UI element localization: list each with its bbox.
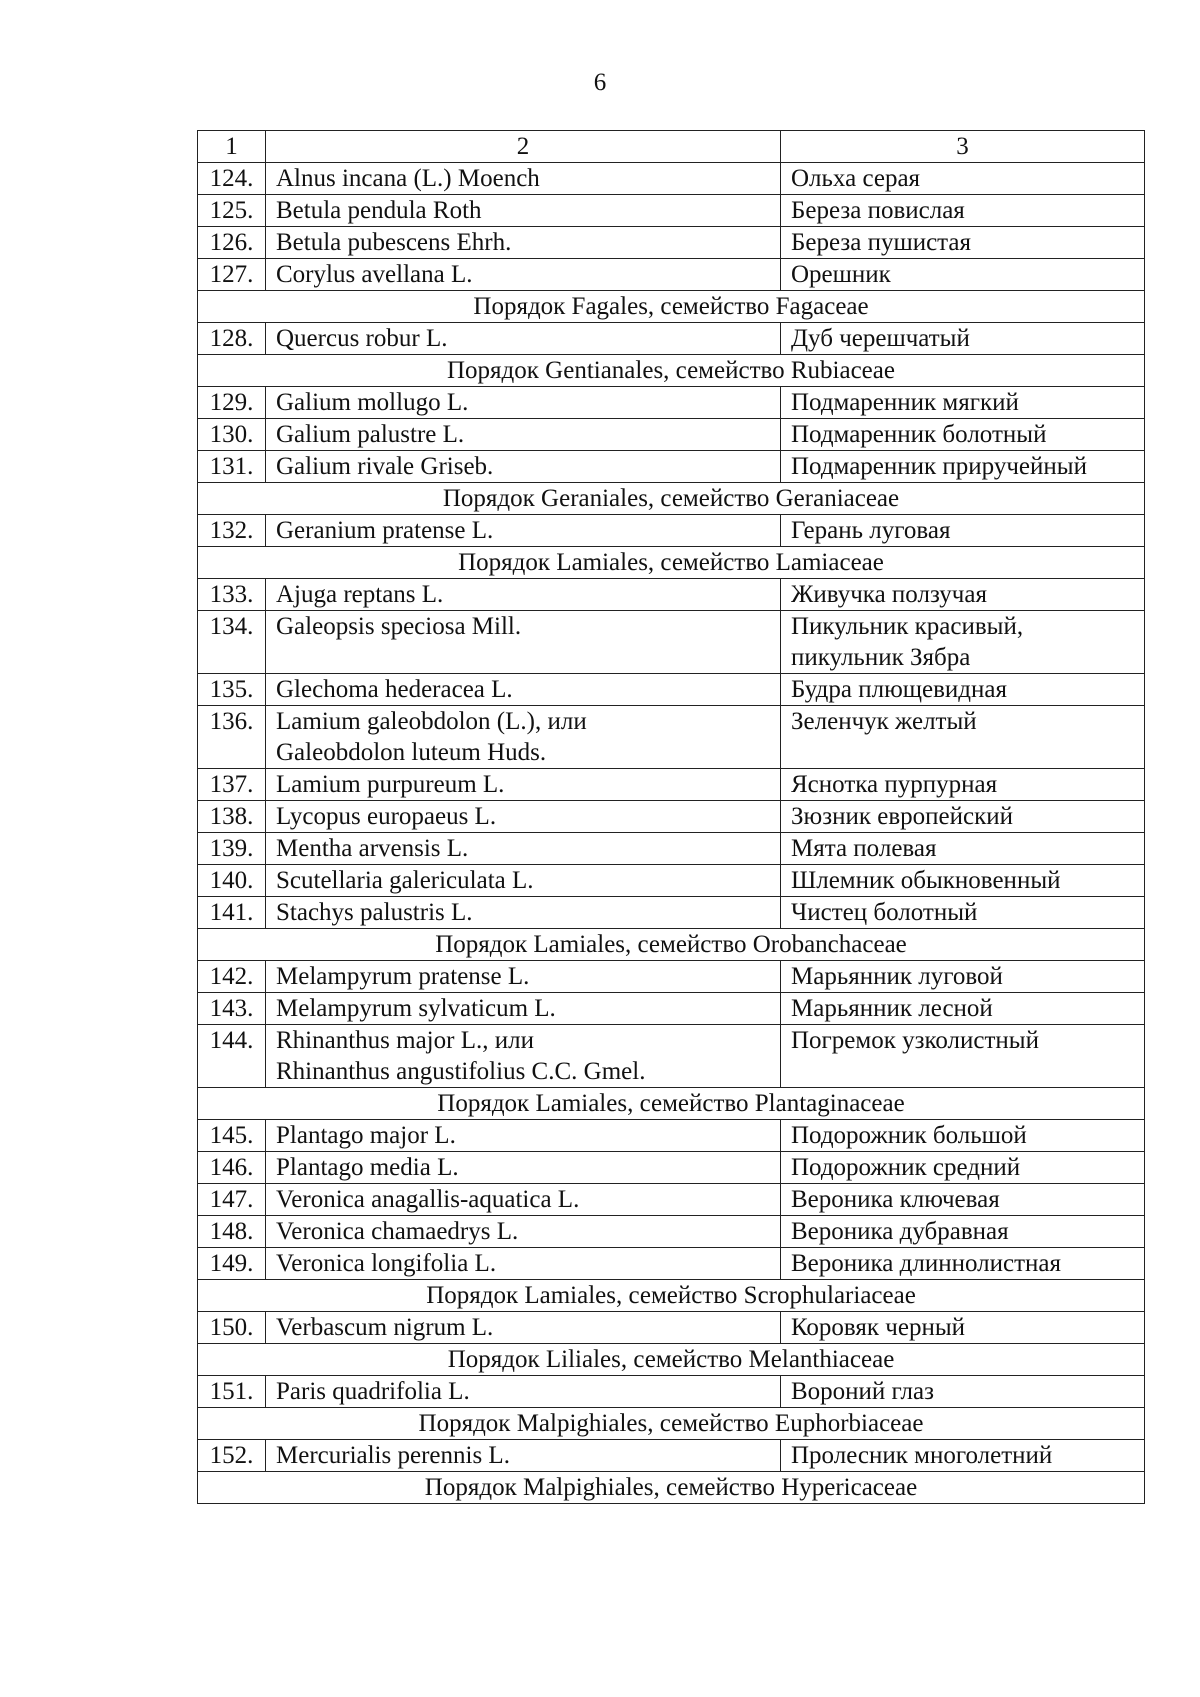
order-family-heading: Порядок Lamiales, семейство Scrophulariaceae <box>198 1280 1145 1312</box>
russian-name: Пикульник красивый, пикульник Зябра <box>781 611 1145 674</box>
russian-name: Вероника длиннолистная <box>781 1248 1145 1280</box>
russian-name: Погремок узколистный <box>781 1025 1145 1088</box>
latin-name: Geranium pratense L. <box>266 515 781 547</box>
row-number: 129. <box>198 387 266 419</box>
latin-name: Ajuga reptans L. <box>266 579 781 611</box>
row-number: 140. <box>198 865 266 897</box>
table-row <box>198 195 1145 227</box>
table-row <box>198 387 1145 419</box>
row-number: 125. <box>198 195 266 227</box>
header-cell-russian: 3 <box>781 131 1145 163</box>
latin-name: Galium rivale Griseb. <box>266 451 781 483</box>
row-number: 128. <box>198 323 266 355</box>
latin-name: Plantago media L. <box>266 1152 781 1184</box>
russian-name: Ольха серая <box>781 163 1145 195</box>
table-row <box>198 674 1145 706</box>
latin-name: Quercus robur L. <box>266 323 781 355</box>
latin-name: Mentha arvensis L. <box>266 833 781 865</box>
row-number: 134. <box>198 611 266 674</box>
row-number: 146. <box>198 1152 266 1184</box>
row-number: 150. <box>198 1312 266 1344</box>
order-family-row <box>198 547 1145 579</box>
table-row <box>198 451 1145 483</box>
order-family-heading: Порядок Lamiales, семейство Lamiaceae <box>198 547 1145 579</box>
table-row <box>198 833 1145 865</box>
row-number: 127. <box>198 259 266 291</box>
russian-name: Марьянник лесной <box>781 993 1145 1025</box>
latin-name: Melampyrum pratense L. <box>266 961 781 993</box>
row-number: 145. <box>198 1120 266 1152</box>
russian-name: Шлемник обыкновенный <box>781 865 1145 897</box>
latin-name: Galium mollugo L. <box>266 387 781 419</box>
table-row <box>198 706 1145 769</box>
latin-name: Veronica chamaedrys L. <box>266 1216 781 1248</box>
row-number: 148. <box>198 1216 266 1248</box>
table-row <box>198 1440 1145 1472</box>
row-number: 126. <box>198 227 266 259</box>
russian-name: Вороний глаз <box>781 1376 1145 1408</box>
russian-name: Вероника ключевая <box>781 1184 1145 1216</box>
russian-name: Марьянник луговой <box>781 961 1145 993</box>
row-number: 139. <box>198 833 266 865</box>
table-row <box>198 515 1145 547</box>
row-number: 149. <box>198 1248 266 1280</box>
table-row <box>198 323 1145 355</box>
table-row <box>198 163 1145 195</box>
latin-name: Alnus incana (L.) Moench <box>266 163 781 195</box>
row-number: 143. <box>198 993 266 1025</box>
row-number: 131. <box>198 451 266 483</box>
table-header-row <box>198 131 1145 163</box>
order-family-row <box>198 929 1145 961</box>
order-family-heading: Порядок Fagales, семейство Fagaceae <box>198 291 1145 323</box>
table-row <box>198 801 1145 833</box>
latin-name: Lycopus europaeus L. <box>266 801 781 833</box>
table-row <box>198 1312 1145 1344</box>
latin-name: Glechoma hederacea L. <box>266 674 781 706</box>
order-family-row <box>198 483 1145 515</box>
row-number: 151. <box>198 1376 266 1408</box>
order-family-heading: Порядок Malpighiales, семейство Euphorbiaceae <box>198 1408 1145 1440</box>
order-family-heading: Порядок Gentianales, семейство Rubiaceae <box>198 355 1145 387</box>
russian-name: Подмаренник мягкий <box>781 387 1145 419</box>
row-number: 137. <box>198 769 266 801</box>
latin-name: Veronica longifolia L. <box>266 1248 781 1280</box>
species-table <box>197 130 1145 1504</box>
row-number: 152. <box>198 1440 266 1472</box>
russian-name: Орешник <box>781 259 1145 291</box>
latin-name: Betula pubescens Ehrh. <box>266 227 781 259</box>
order-family-row <box>198 1088 1145 1120</box>
russian-name: Живучка ползучая <box>781 579 1145 611</box>
latin-name: Rhinanthus major L., или Rhinanthus angustifolius C.C. Gmel. <box>266 1025 781 1088</box>
row-number: 138. <box>198 801 266 833</box>
latin-name: Galeopsis speciosa Mill. <box>266 611 781 674</box>
order-family-row <box>198 291 1145 323</box>
table-row <box>198 227 1145 259</box>
russian-name: Береза повислая <box>781 195 1145 227</box>
row-number: 147. <box>198 1184 266 1216</box>
page-number: 6 <box>593 69 607 96</box>
order-family-row <box>198 355 1145 387</box>
table-row <box>198 961 1145 993</box>
table-row <box>198 769 1145 801</box>
table-body <box>198 163 1145 1504</box>
russian-name: Коровяк черный <box>781 1312 1145 1344</box>
latin-name: Lamium purpureum L. <box>266 769 781 801</box>
russian-name: Герань луговая <box>781 515 1145 547</box>
russian-name: Подорожник средний <box>781 1152 1145 1184</box>
table-row <box>198 1025 1145 1088</box>
row-number: 124. <box>198 163 266 195</box>
russian-name: Пролесник многолетний <box>781 1440 1145 1472</box>
row-number: 132. <box>198 515 266 547</box>
table-row <box>198 897 1145 929</box>
order-family-heading: Порядок Lamiales, семейство Plantaginaceae <box>198 1088 1145 1120</box>
russian-name: Вероника дубравная <box>781 1216 1145 1248</box>
latin-name: Lamium galeobdolon (L.), или Galeobdolon luteum Huds. <box>266 706 781 769</box>
table-row <box>198 1376 1145 1408</box>
row-number: 144. <box>198 1025 266 1088</box>
order-family-heading: Порядок Malpighiales, семейство Hypericaceae <box>198 1472 1145 1504</box>
latin-name: Plantago major L. <box>266 1120 781 1152</box>
table-row <box>198 611 1145 674</box>
row-number: 133. <box>198 579 266 611</box>
table-row <box>198 579 1145 611</box>
latin-name: Veronica anagallis-aquatica L. <box>266 1184 781 1216</box>
table-row <box>198 1184 1145 1216</box>
row-number: 135. <box>198 674 266 706</box>
russian-name: Зюзник европейский <box>781 801 1145 833</box>
russian-name: Будра плющевидная <box>781 674 1145 706</box>
order-family-row <box>198 1280 1145 1312</box>
latin-name: Corylus avellana L. <box>266 259 781 291</box>
table-row <box>198 1152 1145 1184</box>
russian-name: Дуб черешчатый <box>781 323 1145 355</box>
russian-name: Береза пушистая <box>781 227 1145 259</box>
table-row <box>198 993 1145 1025</box>
latin-name: Paris quadrifolia L. <box>266 1376 781 1408</box>
table-row <box>198 419 1145 451</box>
latin-name: Melampyrum sylvaticum L. <box>266 993 781 1025</box>
table-row <box>198 1216 1145 1248</box>
row-number: 142. <box>198 961 266 993</box>
latin-name: Stachys palustris L. <box>266 897 781 929</box>
russian-name: Подмаренник болотный <box>781 419 1145 451</box>
latin-name: Betula pendula Roth <box>266 195 781 227</box>
russian-name: Подмаренник приручейный <box>781 451 1145 483</box>
russian-name: Подорожник большой <box>781 1120 1145 1152</box>
row-number: 136. <box>198 706 266 769</box>
latin-name: Scutellaria galericulata L. <box>266 865 781 897</box>
russian-name: Яснотка пурпурная <box>781 769 1145 801</box>
order-family-row <box>198 1344 1145 1376</box>
table-row <box>198 259 1145 291</box>
order-family-row <box>198 1472 1145 1504</box>
table-row <box>198 1120 1145 1152</box>
order-family-heading: Порядок Lamiales, семейство Orobanchaceae <box>198 929 1145 961</box>
table-row <box>198 865 1145 897</box>
latin-name: Verbascum nigrum L. <box>266 1312 781 1344</box>
russian-name: Мята полевая <box>781 833 1145 865</box>
russian-name: Зеленчук желтый <box>781 706 1145 769</box>
latin-name: Galium palustre L. <box>266 419 781 451</box>
latin-name: Mercurialis perennis L. <box>266 1440 781 1472</box>
row-number: 141. <box>198 897 266 929</box>
header-cell-latin: 2 <box>266 131 781 163</box>
table-row <box>198 1248 1145 1280</box>
order-family-heading: Порядок Geraniales, семейство Geraniaceae <box>198 483 1145 515</box>
order-family-row <box>198 1408 1145 1440</box>
russian-name: Чистец болотный <box>781 897 1145 929</box>
order-family-heading: Порядок Liliales, семейство Melanthiaceae <box>198 1344 1145 1376</box>
row-number: 130. <box>198 419 266 451</box>
header-cell-number: 1 <box>198 131 266 163</box>
